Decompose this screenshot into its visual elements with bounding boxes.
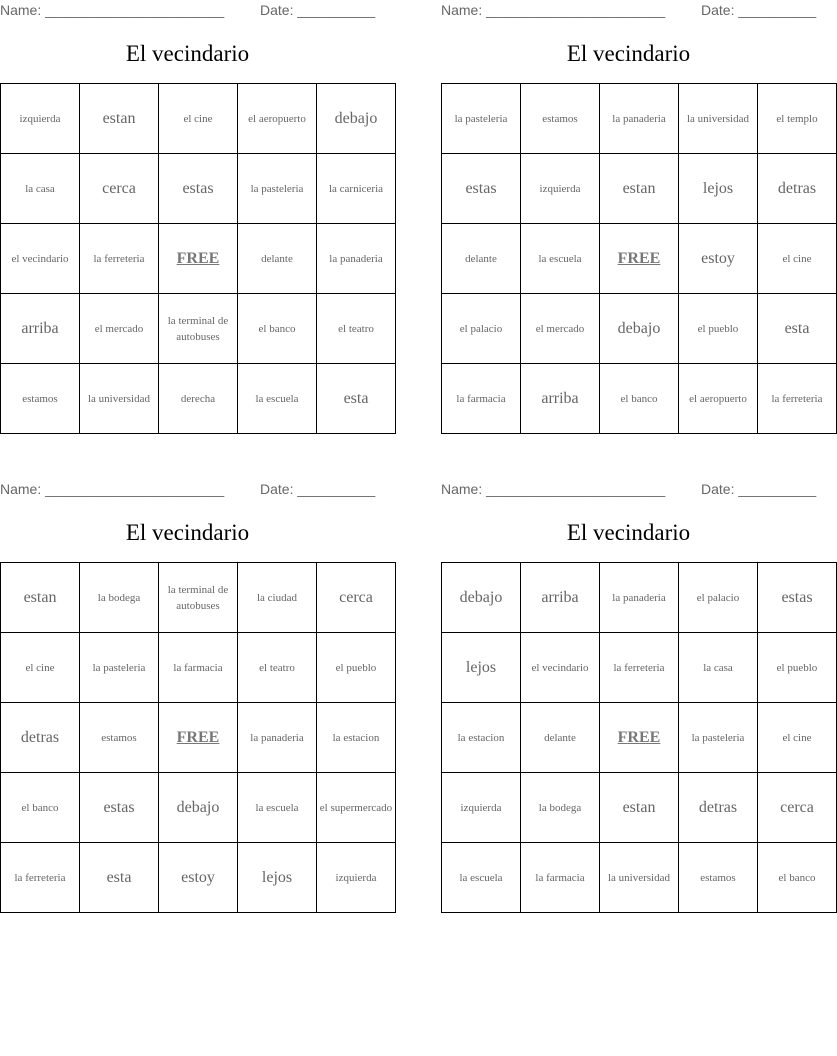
grid-row — [442, 364, 837, 434]
grid-row — [1, 364, 396, 434]
bingo-grid — [441, 562, 837, 913]
bingo-cell: la ciudad — [238, 563, 317, 633]
bingo-cell: izquierda — [317, 843, 396, 913]
bingo-cell: el aeropuerto — [679, 364, 758, 434]
bingo-cell: el cine — [159, 84, 238, 154]
bingo-cell: la farmacia — [521, 843, 600, 913]
bingo-cell: la ferreteria — [1, 843, 80, 913]
bingo-cell: el templo — [758, 84, 837, 154]
bingo-cell: estamos — [521, 84, 600, 154]
grid-row — [1, 294, 396, 364]
bingo-cell: la casa — [679, 633, 758, 703]
bingo-cell: cerca — [80, 154, 159, 224]
card-title: El vecindario — [125, 520, 250, 545]
bingo-cell: el teatro — [238, 633, 317, 703]
bingo-cell: esta — [80, 843, 159, 913]
bingo-cell: la estacion — [317, 703, 396, 773]
bingo-cell: estoy — [159, 843, 238, 913]
bingo-card-3 — [0, 479, 393, 914]
bingo-cell: arriba — [1, 294, 80, 364]
bingo-cell: el cine — [758, 703, 837, 773]
bingo-cell: esta — [758, 294, 837, 364]
bingo-cell: el pueblo — [758, 633, 837, 703]
bingo-cell: estas — [758, 563, 837, 633]
bingo-cell: la escuela — [521, 224, 600, 294]
grid-row — [442, 563, 837, 633]
bingo-cell: el mercado — [521, 294, 600, 364]
bingo-card-4 — [441, 479, 816, 914]
bingo-cell: debajo — [442, 563, 521, 633]
bingo-cell: el mercado — [80, 294, 159, 364]
bingo-cell: la pasteleria — [80, 633, 159, 703]
bingo-cell: la panaderia — [238, 703, 317, 773]
bingo-cell: estan — [600, 773, 679, 843]
bingo-cell: la panaderia — [600, 84, 679, 154]
bingo-cell: cerca — [317, 563, 396, 633]
bingo-cell: lejos — [679, 154, 758, 224]
bingo-cell: estoy — [679, 224, 758, 294]
bingo-cell: el cine — [758, 224, 837, 294]
bingo-cell: detras — [679, 773, 758, 843]
bingo-cell: la ferreteria — [758, 364, 837, 434]
bingo-cell: estan — [1, 563, 80, 633]
bingo-cell: el supermercado — [317, 773, 396, 843]
grid-row — [442, 843, 837, 913]
name-field[interactable]: Name: _______________________ — [0, 481, 225, 497]
bingo-cell: la terminal de autobuses — [159, 563, 238, 633]
bingo-cell: la ferreteria — [600, 633, 679, 703]
bingo-cell: la universidad — [600, 843, 679, 913]
card-title: El vecindario — [566, 520, 691, 545]
grid-row — [442, 154, 837, 224]
bingo-grid — [0, 83, 396, 434]
grid-row — [442, 224, 837, 294]
bingo-cell: la carniceria — [317, 154, 396, 224]
grid-row — [1, 773, 396, 843]
bingo-cell: estas — [442, 154, 521, 224]
grid-row — [442, 633, 837, 703]
bingo-cell: el palacio — [442, 294, 521, 364]
bingo-cell: la estacion — [442, 703, 521, 773]
bingo-cell: estan — [600, 154, 679, 224]
bingo-cell: estamos — [1, 364, 80, 434]
bingo-cell: arriba — [521, 364, 600, 434]
bingo-cell: estas — [80, 773, 159, 843]
card-title: El vecindario — [566, 41, 691, 66]
bingo-cell: lejos — [442, 633, 521, 703]
bingo-cell: la terminal de autobuses — [159, 294, 238, 364]
bingo-cell: cerca — [758, 773, 837, 843]
bingo-cell: estan — [80, 84, 159, 154]
bingo-card-1 — [0, 0, 384, 435]
bingo-cell: debajo — [317, 84, 396, 154]
grid-row — [1, 224, 396, 294]
bingo-cell: el pueblo — [317, 633, 396, 703]
bingo-cell: el banco — [758, 843, 837, 913]
name-field[interactable]: Name: _______________________ — [0, 2, 225, 18]
free-space-cell: FREE — [600, 224, 679, 294]
free-space-cell: FREE — [159, 703, 238, 773]
grid-row — [442, 703, 837, 773]
bingo-cell: delante — [442, 224, 521, 294]
grid-row — [1, 154, 396, 224]
bingo-cell: la farmacia — [159, 633, 238, 703]
date-field[interactable]: Date: __________ — [701, 481, 817, 497]
bingo-grid — [441, 83, 837, 434]
bingo-cell: la universidad — [679, 84, 758, 154]
name-field[interactable]: Name: _______________________ — [441, 481, 666, 497]
free-space-cell: FREE — [159, 224, 238, 294]
bingo-cell: el palacio — [679, 563, 758, 633]
bingo-cell: debajo — [159, 773, 238, 843]
bingo-cell: estamos — [679, 843, 758, 913]
date-field[interactable]: Date: __________ — [260, 481, 376, 497]
bingo-cell: el banco — [238, 294, 317, 364]
bingo-cell: la universidad — [80, 364, 159, 434]
bingo-cell: la bodega — [521, 773, 600, 843]
grid-row — [1, 633, 396, 703]
bingo-cell: el vecindario — [1, 224, 80, 294]
bingo-cell: lejos — [238, 843, 317, 913]
bingo-cell: el teatro — [317, 294, 396, 364]
bingo-cell: detras — [1, 703, 80, 773]
bingo-cell: el aeropuerto — [238, 84, 317, 154]
bingo-cell: la panaderia — [317, 224, 396, 294]
bingo-cell: delante — [238, 224, 317, 294]
bingo-cell: arriba — [521, 563, 600, 633]
grid-row — [1, 563, 396, 633]
bingo-cell: derecha — [159, 364, 238, 434]
bingo-grid — [0, 562, 396, 913]
grid-row — [442, 84, 837, 154]
bingo-cell: izquierda — [442, 773, 521, 843]
bingo-cell: la panaderia — [600, 563, 679, 633]
bingo-cell: detras — [758, 154, 837, 224]
bingo-cell: la casa — [1, 154, 80, 224]
bingo-cell: la pasteleria — [238, 154, 317, 224]
bingo-cell: estamos — [80, 703, 159, 773]
bingo-cell: el cine — [1, 633, 80, 703]
bingo-cell: izquierda — [1, 84, 80, 154]
bingo-cell: la bodega — [80, 563, 159, 633]
grid-row — [1, 843, 396, 913]
bingo-cell: el vecindario — [521, 633, 600, 703]
grid-row — [1, 84, 396, 154]
bingo-cell: estas — [159, 154, 238, 224]
bingo-cell: el banco — [1, 773, 80, 843]
grid-row — [1, 703, 396, 773]
bingo-cell: la pasteleria — [442, 84, 521, 154]
free-space-cell: FREE — [600, 703, 679, 773]
name-field[interactable]: Name: _______________________ — [441, 2, 666, 18]
grid-row — [442, 294, 837, 364]
date-field[interactable]: Date: __________ — [701, 2, 817, 18]
bingo-cell: la pasteleria — [679, 703, 758, 773]
bingo-cell: la escuela — [238, 773, 317, 843]
date-field[interactable]: Date: __________ — [260, 2, 376, 18]
bingo-cell: esta — [317, 364, 396, 434]
grid-row — [442, 773, 837, 843]
bingo-cell: delante — [521, 703, 600, 773]
card-title: El vecindario — [125, 41, 250, 66]
bingo-cell: la ferreteria — [80, 224, 159, 294]
bingo-cell: la escuela — [238, 364, 317, 434]
bingo-card-2 — [441, 0, 823, 435]
bingo-cell: la escuela — [442, 843, 521, 913]
bingo-cell: la farmacia — [442, 364, 521, 434]
bingo-cell: el pueblo — [679, 294, 758, 364]
bingo-cell: debajo — [600, 294, 679, 364]
bingo-cell: izquierda — [521, 154, 600, 224]
bingo-cell: el banco — [600, 364, 679, 434]
